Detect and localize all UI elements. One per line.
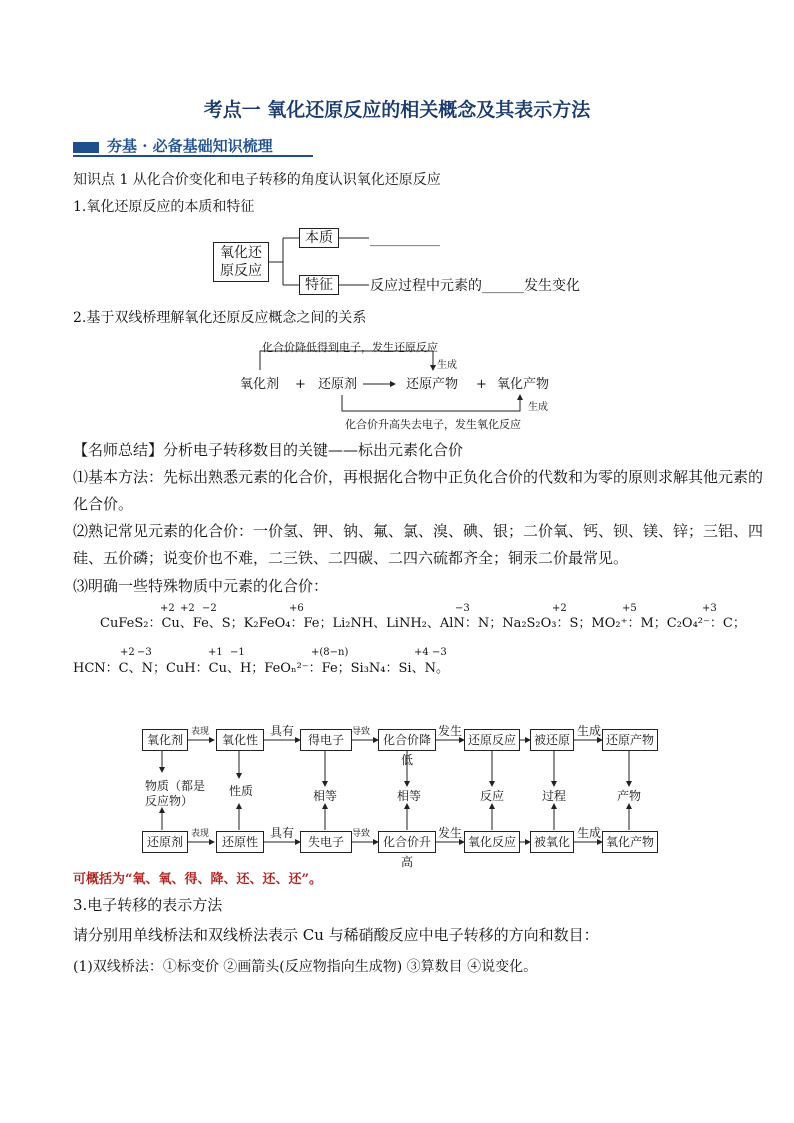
mid-process: 过程 (542, 789, 567, 803)
box-oxidation-reaction: 氧化反应 (464, 831, 520, 853)
box-reductant: 还原剂 (142, 831, 188, 853)
flow-label-occur-1: 发生 (438, 724, 463, 738)
flow-label-occur-2: 发生 (438, 826, 463, 840)
term-oxidation-product: 氧化产物 (497, 377, 550, 392)
bridge-gen-2: 生成 (528, 402, 548, 413)
tip-heading: 【名师总结】分析电子转移数目的关键——标出元素化合价 (73, 441, 464, 459)
box-gain-electron: 得电子 (300, 729, 352, 751)
redox-box-line2: 原反应 (220, 263, 262, 279)
page-title: 考点一 氧化还原反应的相关概念及其表示方法 (203, 99, 591, 121)
ox-line-2: HCN：C、N；CuH：Cu、H；FeOₙ²⁻：Fe；Si₃N₄：Si、N。 (73, 661, 449, 676)
box-reducing: 还原性 (216, 831, 264, 853)
ox-cu: +2 (160, 603, 175, 614)
plus-2: + (476, 377, 487, 392)
mid-product: 产物 (617, 789, 642, 803)
banner-underline (73, 155, 313, 157)
term-reductant: 还原剂 (318, 377, 358, 392)
tip-3: ⑶明确一些特殊物质中元素的化合价： (73, 577, 329, 595)
ox-fen: +(8−n) (311, 647, 349, 658)
bridge-bottom-label: 化合价升高失去电子，发生氧化反应 (345, 418, 521, 431)
box-oxidized: 被氧化 (530, 831, 574, 853)
mid-reaction: 反应 (480, 789, 505, 803)
box-valence-down: 化合价降低 (378, 729, 436, 751)
knowledge-point-1: 知识点 1 从化合价变化和电子转移的角度认识氧化还原反应 (73, 172, 441, 188)
banner-bar (73, 142, 99, 153)
box-lose-electron: 失电子 (300, 831, 352, 853)
section-3-heading: 3.电子转移的表示方法 (73, 896, 223, 914)
ox-m: +5 (622, 603, 637, 614)
banner-text: 夯基 · 必备基础知识梳理 (107, 137, 273, 155)
ox-fe: +2 (180, 603, 195, 614)
flow-label-have-1: 具有 (270, 724, 295, 738)
tip-1-line-1: ⑴基本方法：先标出熟悉元素的化合价，再根据化合物中正负化合价的代数和为零的原则求解其他元素的 (73, 468, 764, 486)
redox-box (213, 242, 269, 282)
section-1-heading: 1.氧化还原反应的本质和特征 (73, 199, 255, 215)
flow-label-show-1: 表现 (191, 727, 210, 737)
box-valence-up: 化合价升高 (378, 831, 436, 853)
plus-1: + (295, 377, 306, 392)
ox-fe6: +6 (289, 603, 304, 614)
flow-label-gen-2: 生成 (577, 826, 602, 840)
box-reduction-product: 还原产物 (602, 729, 658, 751)
ox-s: −2 (202, 603, 217, 614)
redox-box-line1: 氧化还 (220, 245, 262, 261)
mid-equal-2: 相等 (397, 789, 422, 803)
mid-substance-2: 反应物） (145, 794, 194, 808)
ox-c2: +2 (120, 647, 135, 658)
mid-property: 性质 (229, 784, 254, 798)
ox-c: +3 (702, 603, 717, 614)
ox-si: +4 (414, 647, 429, 658)
section-3-method: (1)双线桥法：①标变价 ②画箭头(反应物指向生成物) ③算数目 ④说变化。 (73, 959, 538, 975)
flow-label-show-2: 表现 (191, 829, 210, 839)
mid-equal-1: 相等 (313, 789, 338, 803)
flow-label-have-2: 具有 (270, 826, 295, 840)
ox-s2: +2 (552, 603, 567, 614)
flow-label-gen-1: 生成 (577, 724, 602, 738)
feature-box: 特征 (299, 275, 339, 295)
section-banner (73, 135, 313, 157)
section-3-question: 请分别用单线桥法和双线桥法表示 Cu 与稀硝酸反应中电子转移的方向和数目： (73, 926, 599, 944)
tip-2-line-2: 硅、五价磷；说变价也不难，二三铁、二四碳、二四六硫都齐全；铜汞二价最常见。 (73, 549, 629, 567)
bridge-top-label: 化合价降低得到电子，发生还原反应 (262, 341, 438, 354)
ox-n3b: −3 (137, 647, 152, 658)
tip-2-line-1: ⑵熟记常见元素的化合价：一价氢、钾、钠、氟、氯、溴、碘、银；二价氧、钙、钡、镁、锌；三铝、四 (73, 522, 764, 540)
ox-h1: −1 (230, 647, 245, 658)
box-reduced: 被还原 (530, 729, 574, 751)
flow-label-lead-2: 导致 (352, 829, 371, 839)
bridge-gen-1: 生成 (437, 360, 457, 371)
essence-blank: __________ (370, 231, 440, 247)
ox-n3c: −3 (432, 647, 447, 658)
box-oxidizing: 氧化性 (216, 729, 264, 751)
flow-label-lead-1: 导致 (352, 727, 371, 737)
ox-n: −3 (455, 603, 470, 614)
mid-substance-1: 物质（都是 (145, 779, 206, 793)
tip-1-line-2: 化合价。 (73, 495, 134, 513)
essence-box: 本质 (299, 228, 339, 248)
feature-text: 反应过程中元素的______发生变化 (370, 278, 580, 294)
ox-cu1: +1 (208, 647, 223, 658)
box-reduction-reaction: 还原反应 (464, 729, 520, 751)
section-2-heading: 2.基于双线桥理解氧化还原反应概念之间的关系 (73, 310, 367, 326)
box-oxidation-product: 氧化产物 (602, 831, 658, 853)
box-oxidant: 氧化剂 (142, 729, 188, 751)
term-reduction-product: 还原产物 (406, 377, 459, 392)
term-oxidant: 氧化剂 (240, 377, 280, 392)
ox-line-1: CuFeS₂：Cu、Fe、S；K₂FeO₄：Fe；Li₂NH、LiNH₂、AlN：N；Na₂S₂O₃：S；MO₂⁺：M；C₂O₄²⁻：C； (100, 616, 746, 631)
summary-mnemonic: 可概括为“氧、氧、得、降、还、还、还”。 (73, 872, 322, 887)
